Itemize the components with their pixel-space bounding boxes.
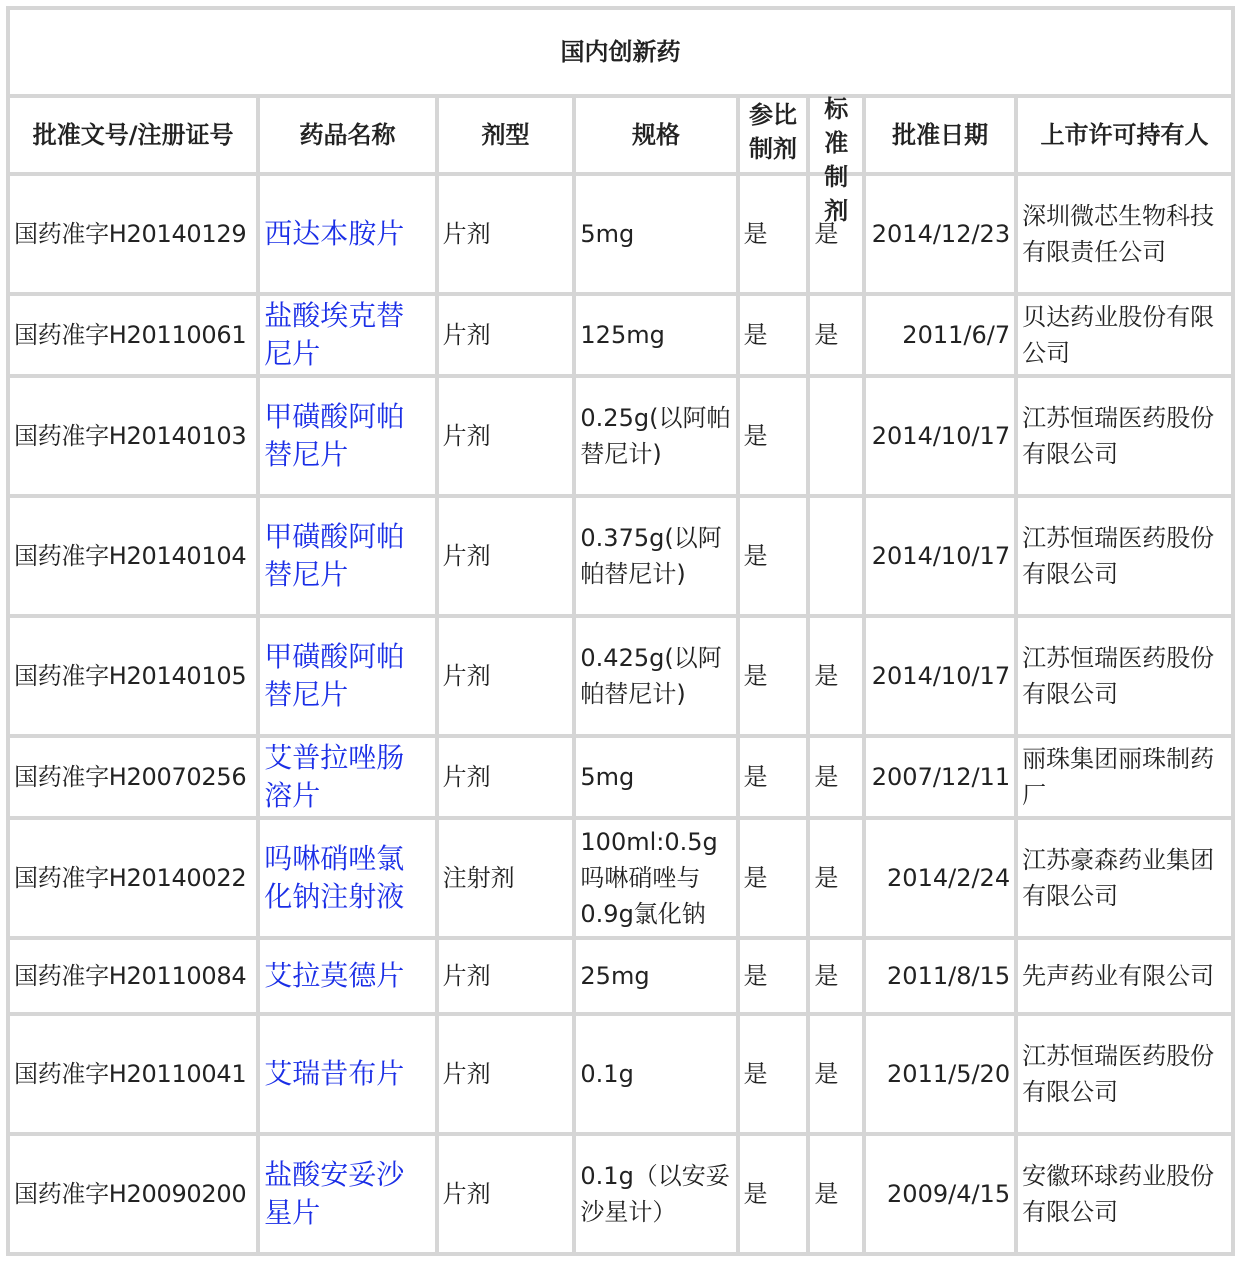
approval-date: 2007/12/11 [866,738,1014,816]
table-row [10,820,1231,936]
table-row [10,940,1231,1012]
dosage-form: 片剂 [439,940,573,1012]
license-holder: 安徽环球药业股份有限公司 [1018,1136,1231,1252]
reference-preparation: 是 [740,498,807,614]
license-holder: 贝达药业股份有限公司 [1018,296,1231,374]
drug-name-link[interactable]: 艾普拉唑肠溶片 [264,741,405,812]
approval-number: 国药准字H20090200 [10,1136,256,1252]
specification: 0.1g（以安妥沙星计） [576,1136,735,1252]
standard-preparation: 是 [810,176,862,292]
table-row [10,1136,1231,1252]
standard-preparation: 是 [810,296,862,374]
col-header-drug-name: 药品名称 [260,98,434,172]
standard-preparation: 是 [810,940,862,1012]
table-title: 国内创新药 [10,10,1231,94]
reference-preparation: 是 [740,1136,807,1252]
drug-name-link[interactable]: 吗啉硝唑氯化钠注射液 [264,842,405,913]
approval-date: 2009/4/15 [866,1136,1014,1252]
specification: 0.1g [576,1016,735,1132]
col-header-reference-preparation: 参比制剂 [740,98,807,172]
drug-name-cell [260,1136,434,1252]
table-row [10,176,1231,292]
drug-name-link[interactable]: 盐酸安妥沙星片 [264,1158,405,1229]
drug-name-link[interactable]: 艾拉莫德片 [264,959,405,992]
drug-name-link[interactable]: 盐酸埃克替尼片 [264,299,405,370]
drug-name-cell [260,940,434,1012]
standard-preparation: 是 [810,820,862,936]
reference-preparation: 是 [740,1016,807,1132]
approval-number: 国药准字H20140103 [10,378,256,494]
col-header-dosage-form: 剂型 [439,98,573,172]
license-holder: 江苏恒瑞医药股份有限公司 [1018,378,1231,494]
license-holder: 先声药业有限公司 [1018,940,1231,1012]
drug-name-cell [260,498,434,614]
drug-name-link[interactable]: 艾瑞昔布片 [264,1057,405,1090]
dosage-form: 注射剂 [439,820,573,936]
approval-number: 国药准字H20110041 [10,1016,256,1132]
drug-name-cell [260,176,434,292]
reference-preparation: 是 [740,820,807,936]
dosage-form: 片剂 [439,1016,573,1132]
table-row [10,296,1231,374]
approval-number: 国药准字H20140022 [10,820,256,936]
approval-date: 2011/8/15 [866,940,1014,1012]
dosage-form: 片剂 [439,1136,573,1252]
reference-preparation: 是 [740,296,807,374]
approval-number: 国药准字H20110084 [10,940,256,1012]
col-header-standard-preparation: 标准制剂 [810,98,862,172]
approval-number: 国药准字H20110061 [10,296,256,374]
specification: 100ml:0.5g吗啉硝唑与0.9g氯化钠 [576,820,735,936]
table-title-row [10,10,1231,94]
dosage-form: 片剂 [439,176,573,292]
approval-number: 国药准字H20070256 [10,738,256,816]
reference-preparation: 是 [740,738,807,816]
license-holder: 江苏恒瑞医药股份有限公司 [1018,498,1231,614]
reference-preparation: 是 [740,378,807,494]
license-holder: 深圳微芯生物科技有限责任公司 [1018,176,1231,292]
reference-preparation: 是 [740,940,807,1012]
license-holder: 江苏恒瑞医药股份有限公司 [1018,1016,1231,1132]
drug-name-link[interactable]: 甲磺酸阿帕替尼片 [264,400,405,471]
table-row [10,738,1231,816]
approval-date: 2014/10/17 [866,498,1014,614]
specification: 0.375g(以阿帕替尼计) [576,498,735,614]
specification: 5mg [576,176,735,292]
dosage-form: 片剂 [439,378,573,494]
table-row [10,498,1231,614]
dosage-form: 片剂 [439,618,573,734]
standard-preparation: 是 [810,618,862,734]
specification: 5mg [576,738,735,816]
dosage-form: 片剂 [439,498,573,614]
table-row [10,1016,1231,1132]
drug-name-link[interactable]: 甲磺酸阿帕替尼片 [264,520,405,591]
reference-preparation: 是 [740,618,807,734]
standard-preparation: 是 [810,1016,862,1132]
license-holder: 江苏恒瑞医药股份有限公司 [1018,618,1231,734]
innovative-drug-table [6,6,1235,1256]
drug-name-cell [260,296,434,374]
drug-name-cell [260,618,434,734]
specification: 125mg [576,296,735,374]
table-row [10,378,1231,494]
license-holder: 江苏豪森药业集团有限公司 [1018,820,1231,936]
specification: 25mg [576,940,735,1012]
col-header-license-holder: 上市许可持有人 [1018,98,1231,172]
approval-date: 2014/10/17 [866,378,1014,494]
standard-preparation [810,378,862,494]
approval-date: 2011/6/7 [866,296,1014,374]
approval-date: 2014/10/17 [866,618,1014,734]
specification: 0.425g(以阿帕替尼计) [576,618,735,734]
approval-number: 国药准字H20140104 [10,498,256,614]
dosage-form: 片剂 [439,738,573,816]
col-header-approval-date: 批准日期 [866,98,1014,172]
approval-number: 国药准字H20140105 [10,618,256,734]
dosage-form: 片剂 [439,296,573,374]
drug-name-cell [260,738,434,816]
standard-preparation: 是 [810,738,862,816]
col-header-specification: 规格 [576,98,735,172]
license-holder: 丽珠集团丽珠制药厂 [1018,738,1231,816]
drug-name-link[interactable]: 西达本胺片 [264,217,405,250]
standard-preparation: 是 [810,1136,862,1252]
reference-preparation: 是 [740,176,807,292]
drug-name-link[interactable]: 甲磺酸阿帕替尼片 [264,640,405,711]
drug-name-cell [260,378,434,494]
col-header-approval-number: 批准文号/注册证号 [10,98,256,172]
approval-number: 国药准字H20140129 [10,176,256,292]
specification: 0.25g(以阿帕替尼计) [576,378,735,494]
drug-name-cell [260,1016,434,1132]
approval-date: 2014/2/24 [866,820,1014,936]
table-header-row [10,98,1231,172]
standard-preparation [810,498,862,614]
table-row [10,618,1231,734]
approval-date: 2014/12/23 [866,176,1014,292]
drug-table-container [6,6,1235,1256]
approval-date: 2011/5/20 [866,1016,1014,1132]
drug-name-cell [260,820,434,936]
